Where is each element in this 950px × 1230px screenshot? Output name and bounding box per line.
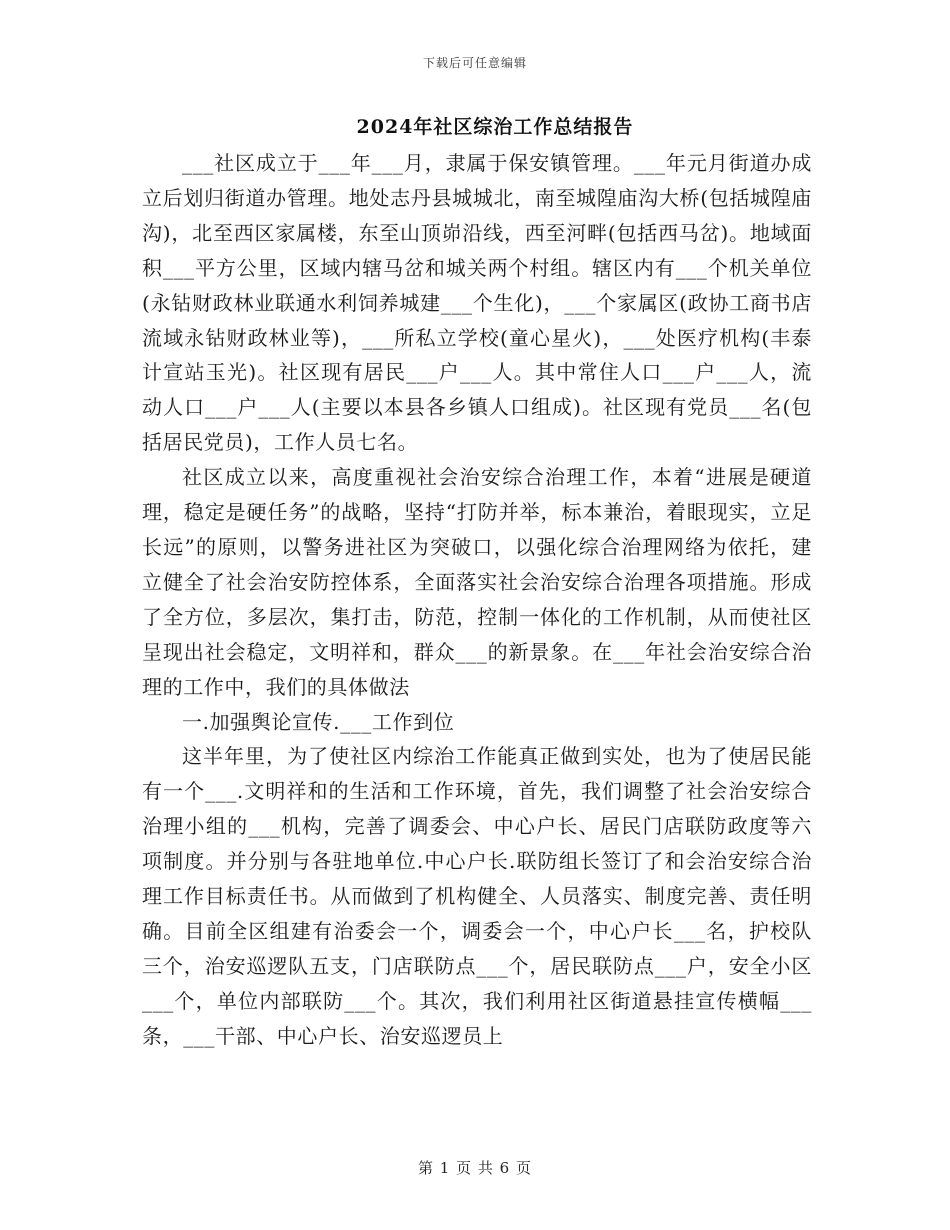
document-body	[142, 146, 812, 1054]
page-header-note: 下载后可任意编辑	[422, 56, 527, 70]
paragraph-publicity-work: 这半年里，为了使社区内综治工作能真正做到实处，也为了使居民能有一个___.文明祥和的生活和工作环境，首先，我们调整了社会治安综合治理小组的___机构，完善了调委会、中心户长、居民门店联防政度等六项制度。并分别与各驻地单位.中心户长.联防组长签订了和会治安综合治理工作目标责任书。从而做到了机构健全、人员落实、制度完善、责任明确。目前全区组建有治委会一个，调委会一个，中心户长___名，护校队三个，治安巡逻队五支，门店联防点___个，居民联防点___户，安全小区___个，单位内部联防___个。其次，我们利用社区街道悬挂宣传横幅___条，___干部、中心户长、治安巡逻员上	[142, 744, 812, 1048]
page-number: 第 1 页 共 6 页	[418, 1159, 532, 1177]
paragraph-community-overview: ___社区成立于___年___月，隶属于保安镇管理。___年元月街道办成立后划归街道办管理。地处志丹县城城北，南至城隍庙沟大桥(包括城隍庙沟)，北至西区家属楼，东至山顶峁沿线，西至河畔(包括西马岔)。地域面积___平方公里，区域内辖马岔和城关两个村组。辖区内有___个机关单位(永钻财政林业联通水利饲养城建___个生化)，___个家属区(政协工商书店流域永钻财政林业等)，___所私立学校(童心星火)，___处医疗机构(丰泰计宣站玉光)。社区现有居民___户___人。其中常住人口___户___人，流动人口___户___人(主要以本县各乡镇人口组成)。社区现有党员___名(包括居民党员)，工作人员七名。	[142, 151, 812, 455]
section-heading-publicity: 一.加强舆论宣传.___工作到位	[182, 709, 455, 734]
paragraph-work-principles: 社区成立以来，高度重视社会治安综合治理工作，本着“进展是硬道理，稳定是硬任务”的战略，坚持“打防并举，标本兼治，着眼现实，立足长远”的原则，以警务进社区为突破口，以强化综合治理网络为依托，建立健全了社会治安防控体系，全面落实社会治安综合治理各项措施。形成了全方位，多层次，集打击，防范，控制一体化的工作机制，从而使社区呈现出社会稳定，文明祥和，群众___的新景象。在___年社会治安综合治理的工作中，我们的具体做法	[142, 465, 812, 699]
document-title: 2024年社区综治工作总结报告	[356, 116, 634, 138]
